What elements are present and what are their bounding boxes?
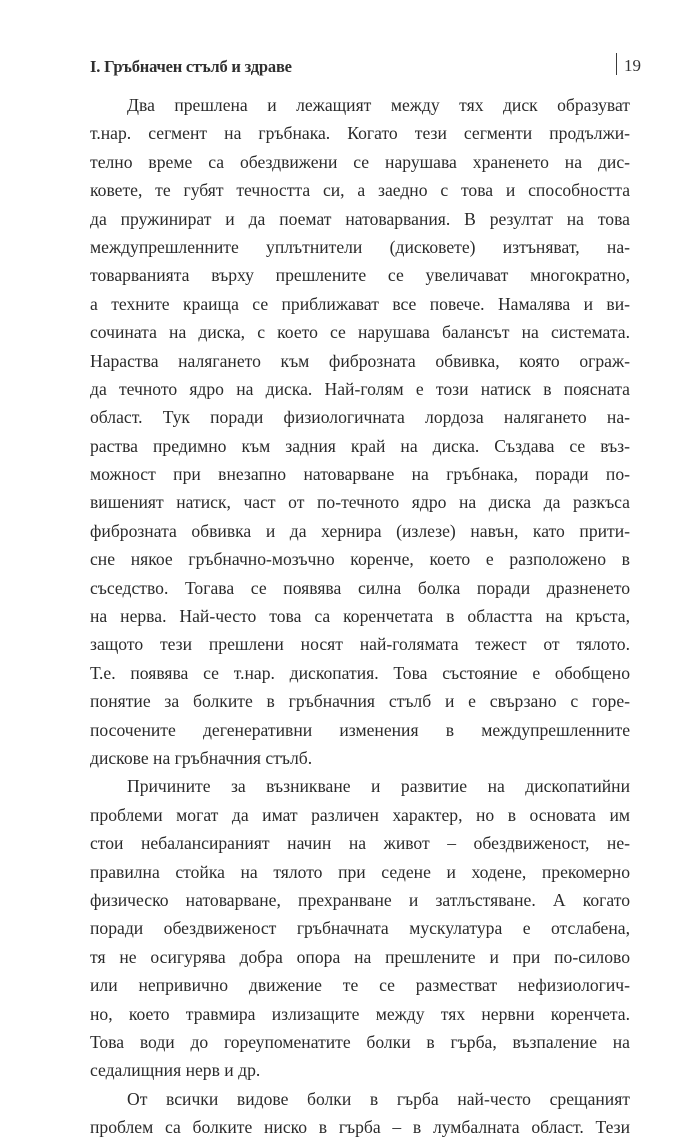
text-line: вишеният натиск, част от по-течното ядро на диска да разкъса: [90, 492, 630, 513]
text-line: да течното ядро на диска. Най-голям е този натиск в поясната: [90, 378, 630, 399]
text-line: защото тези прешлени носят най-голямата тежест от тялото.: [90, 634, 630, 655]
text-line: Нараства налягането към фиброзната обвивка, която ограж-: [90, 350, 630, 371]
text-line: област. Тук поради физиологичната лордоза налягането на-: [90, 407, 630, 428]
text-line: междупрешленните уплътнители (дисковете) изтъняват, на-: [90, 236, 630, 257]
text-line: посочените дегенеративни изменения в междупрешленните: [90, 719, 630, 740]
text-line: седалищния нерв и др.: [90, 1060, 261, 1081]
text-line: можност при внезапно натоварване на гръбнака, поради по-: [90, 464, 630, 485]
text-line: Причините за възникване и развитие на дископатийни: [127, 776, 630, 797]
text-line: или непривично движение те се разместват нефизиологич-: [90, 975, 630, 996]
page-number: 19: [624, 56, 641, 75]
header-divider: [616, 53, 617, 75]
text-line: но, което травмира излизащите между тях нервни коренчета.: [90, 1003, 630, 1024]
text-line: сочината на диска, с което се нарушава балансът на системата.: [90, 322, 630, 343]
text-line: сне някое гръбначно-мозъчно коренче, което е разположено в: [90, 549, 630, 570]
text-line: да пружинират и да поемат натоварвания. В резултат на това: [90, 208, 630, 229]
chapter-title: I. Гръбначен стълб и здраве: [90, 57, 292, 76]
text-line: физическо натоварване, прехранване и затлъстяване. А когато: [90, 889, 630, 910]
text-line: правилна стойка на тялото при седене и ходене, прекомерно: [90, 861, 630, 882]
text-line: фиброзната обвивка и да хернира (излезе) навън, като прити-: [90, 520, 630, 541]
text-line: От всички видове болки в гърба най-често срещаният: [127, 1088, 630, 1109]
text-line: съседство. Тогава се появява силна болка поради дразненето: [90, 577, 630, 598]
text-line: на нерва. Най-често това са коренчетата в областта на кръста,: [90, 606, 630, 627]
text-line: а техните краища се приближават все повече. Намалява и ви-: [90, 293, 630, 314]
text-line: Това води до гореупоменатите болки в гърба, възпаление на: [90, 1031, 630, 1052]
text-line: стои небалансираният начин на живот – обездвиженост, не-: [90, 833, 630, 854]
text-line: дискове на гръбначния стълб.: [90, 747, 313, 768]
text-line: проблеми могат да имат различен характер, но в основата им: [90, 804, 630, 825]
text-line: т.нар. сегмент на гръбнака. Когато тези сегменти продължи-: [90, 123, 630, 144]
text-line: проблем са болките ниско в гърба – в лумбалната област. Тези: [90, 1117, 630, 1138]
text-line: Два прешлена и лежащият между тях диск образуват: [127, 95, 630, 115]
text-line: Т.е. появява се т.нар. дископатия. Това състояние е обобщено: [90, 662, 630, 683]
text-line: телно време са обездвижени се нарушава храненето на дис-: [90, 151, 630, 172]
body-text: [90, 91, 630, 1141]
text-line: раства предимно към задния край на диска. Създава се въз-: [90, 435, 630, 456]
text-line: ковете, те губят течността си, а заедно с това и способността: [90, 180, 630, 201]
text-line: поради обездвиженост гръбначната мускулатура е отслабена,: [90, 918, 630, 939]
text-line: тя не осигурява добра опора на прешлените и при по-силово: [90, 946, 630, 967]
text-line: товарванията върху прешлените се увеличават многократно,: [90, 265, 630, 286]
running-header: [90, 53, 650, 83]
text-line: понятие за болките в гръбначния стълб и е свързано с горе-: [90, 691, 630, 712]
